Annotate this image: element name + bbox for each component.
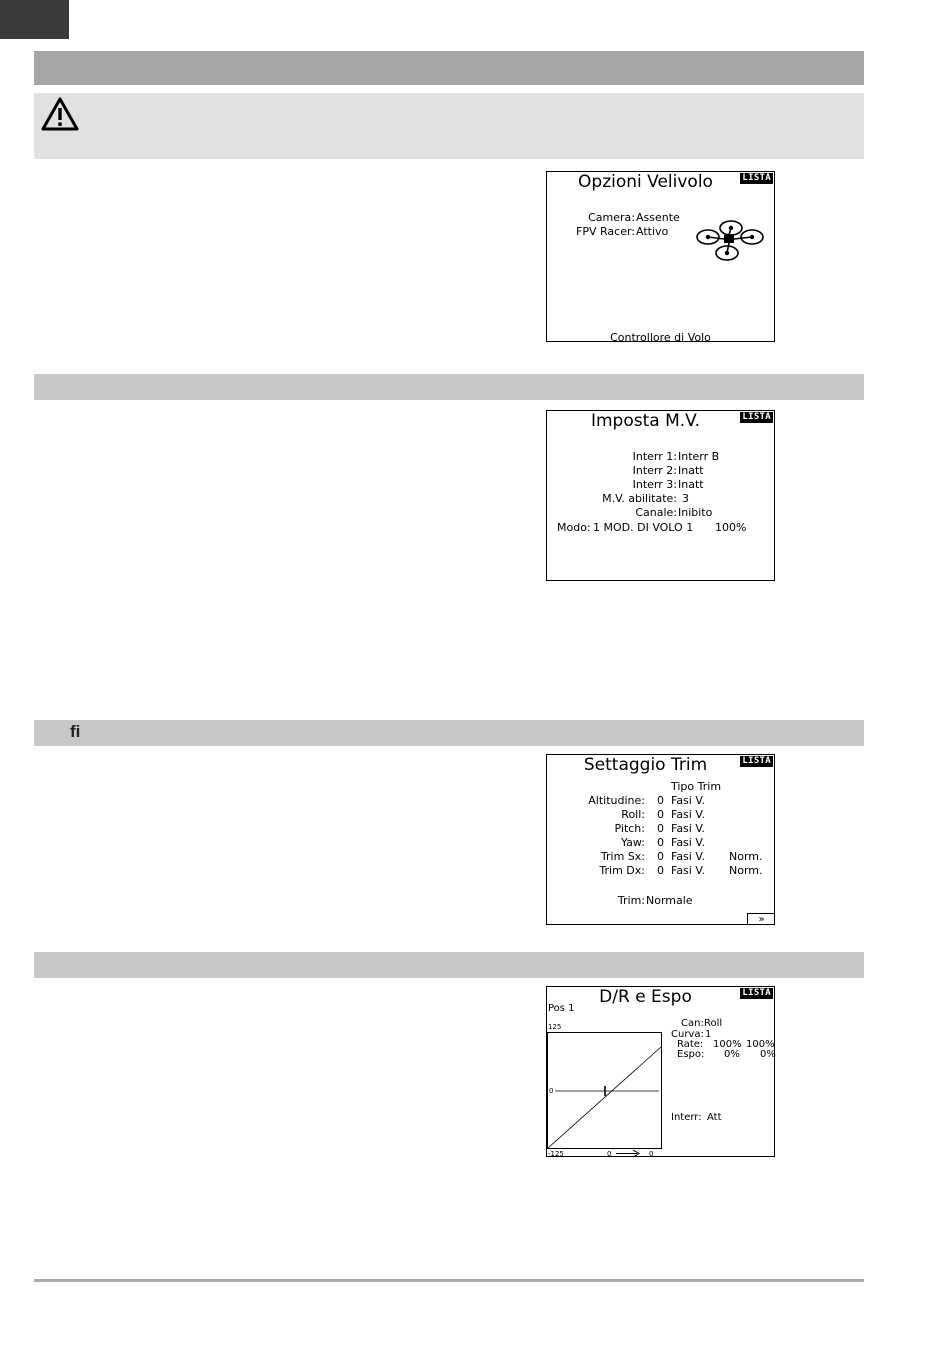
switch3-label: Interr 3: <box>632 478 677 491</box>
axis-x-right-label: 0 <box>649 1150 654 1158</box>
warning-icon <box>40 96 80 132</box>
curve-value[interactable]: 1 <box>705 1029 712 1040</box>
mode-value[interactable]: 1 MOD. DI VOLO 1 <box>593 521 694 534</box>
trim-row-label: Altitudine: <box>588 794 645 807</box>
trim-row-type[interactable]: Fasi V. <box>671 836 705 849</box>
trim-row-value[interactable]: 0 <box>657 808 664 821</box>
trim-row-label: Pitch: <box>614 822 645 835</box>
trim-mode-label: Trim: <box>617 894 645 907</box>
enabled-modes-value[interactable]: 3 <box>682 492 689 505</box>
lista-badge: LISTA <box>742 988 771 998</box>
channel-value[interactable]: Roll <box>704 1018 723 1029</box>
position-label: Pos 1 <box>548 1003 575 1014</box>
screen-title: D/R e Espo <box>599 987 692 1007</box>
screen-flight-mode-setup <box>546 410 775 581</box>
screen-trim-setup <box>546 754 775 925</box>
trim-row-label: Trim Sx: <box>600 850 645 863</box>
switch1-value[interactable]: Interr B <box>678 450 720 463</box>
trim-row-type[interactable]: Fasi V. <box>671 864 705 877</box>
channel-label: Can: <box>681 1018 704 1029</box>
trim-row-value[interactable]: 0 <box>657 794 664 807</box>
trim-row-value[interactable]: 0 <box>657 836 664 849</box>
trim-type-header: Tipo Trim <box>671 780 722 793</box>
trim-row-type[interactable]: Fasi V. <box>671 808 705 821</box>
page-corner-block <box>0 0 69 39</box>
trim-mode-value[interactable]: Normale <box>646 894 693 907</box>
trim-row-label: Roll: <box>621 808 645 821</box>
section-bar-trim <box>34 720 864 746</box>
switch3-value[interactable]: Inatt <box>678 478 704 491</box>
lista-badge: LISTA <box>742 412 771 422</box>
trim-row-type[interactable]: Fasi V. <box>671 822 705 835</box>
switch-label: Interr: <box>671 1112 702 1123</box>
camera-label: Camera: <box>588 211 635 224</box>
trim-row-value[interactable]: 0 <box>657 864 664 877</box>
switch2-value[interactable]: Inatt <box>678 464 704 477</box>
warning-box <box>34 93 864 159</box>
rate-value-2[interactable]: 100% <box>746 1039 775 1050</box>
expo-value-1[interactable]: 0% <box>724 1049 740 1060</box>
rate-value-1[interactable]: 100% <box>713 1039 742 1050</box>
curve-label: Curva: <box>671 1029 704 1040</box>
lista-badge: LISTA <box>742 756 771 766</box>
expo-curve-graph <box>547 1032 663 1150</box>
switch-value[interactable]: Att <box>707 1112 722 1123</box>
screen-title: Opzioni Velivolo <box>578 172 713 192</box>
section-bar-flight-mode <box>34 374 864 400</box>
mode-label: Modo: <box>557 521 591 534</box>
channel-value[interactable]: Inibito <box>678 506 713 519</box>
camera-value: Assente <box>636 211 680 224</box>
flight-controller-link[interactable]: Controllore di Volo <box>610 331 711 344</box>
axis-bottom-label: -125 <box>548 1150 564 1158</box>
enabled-modes-label: M.V. abilitate: <box>602 492 677 505</box>
expo-label: Espo: <box>677 1049 705 1060</box>
axis-x-left-label: 0 <box>607 1150 612 1158</box>
trim-row-extra[interactable]: Norm. <box>729 864 763 877</box>
switch1-label: Interr 1: <box>632 450 677 463</box>
trim-row-label: Trim Dx: <box>599 864 645 877</box>
trim-row-label: Yaw: <box>620 836 645 849</box>
expo-value-2[interactable]: 0% <box>760 1049 776 1060</box>
switch2-label: Interr 2: <box>632 464 677 477</box>
fpv-label: FPV Racer: <box>576 225 635 238</box>
screen-aircraft-options <box>546 171 775 342</box>
quadcopter-icon <box>695 217 767 267</box>
channel-label: Canale: <box>635 506 677 519</box>
trim-row-extra[interactable]: Norm. <box>729 850 763 863</box>
axis-mid-label: 0 <box>549 1087 554 1095</box>
trim-row-type[interactable]: Fasi V. <box>671 850 705 863</box>
section-bar-trim-label: fi <box>70 722 81 741</box>
screen-title: Imposta M.V. <box>590 411 701 431</box>
section-bar-dr-expo <box>34 952 864 978</box>
fpv-value: Attivo <box>636 225 669 238</box>
lista-badge: LISTA <box>742 173 771 183</box>
trim-row-type[interactable]: Fasi V. <box>671 794 705 807</box>
section-header-bar <box>34 51 864 85</box>
rate-label: Rate: <box>677 1039 704 1050</box>
trim-row-value[interactable]: 0 <box>657 850 664 863</box>
mode-percent: 100% <box>715 521 747 534</box>
arrow-right-icon <box>615 1149 641 1158</box>
axis-top-label: 125 <box>548 1023 562 1031</box>
screen-dr-expo <box>546 986 775 1157</box>
footer-rule <box>34 1279 864 1282</box>
trim-row-value[interactable]: 0 <box>657 822 664 835</box>
next-page-button[interactable]: » <box>747 913 775 925</box>
screen-title: Settaggio Trim <box>583 755 708 775</box>
